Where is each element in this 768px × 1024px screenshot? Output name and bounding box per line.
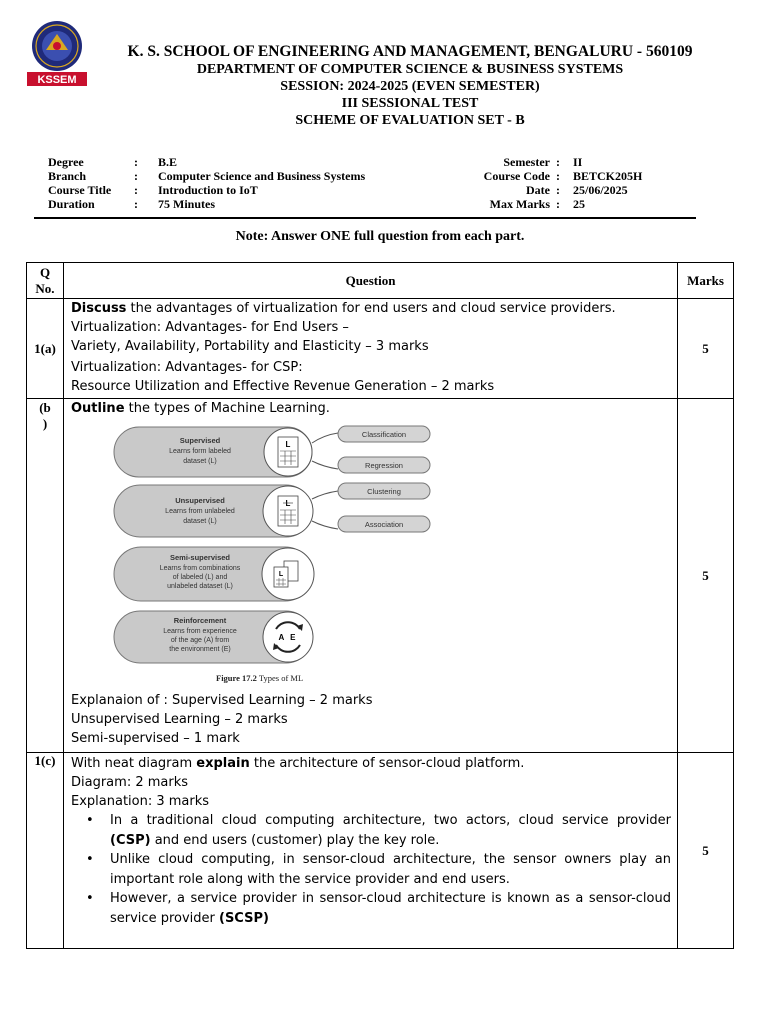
column-header-question: Question <box>64 263 678 299</box>
svg-text:of the age (A) from: of the age (A) from <box>170 637 230 644</box>
info-label: Course Code : <box>483 169 560 183</box>
info-label: Date : <box>526 183 560 197</box>
svg-text:Classification: Classification <box>361 430 407 439</box>
scheme-line: Variety, Availability, Portability and Elasticity – 3 marks <box>71 339 429 354</box>
scheme-line: Diagram: 2 marks <box>71 775 189 790</box>
info-value: 25 <box>573 197 585 211</box>
question-number: 1(a) <box>27 299 64 399</box>
svg-text:A E: A E <box>278 633 298 642</box>
svg-text:L: L <box>285 499 291 508</box>
column-header-marks: Marks <box>678 263 734 299</box>
svg-text:Learns from experience: Learns from experience <box>163 628 237 635</box>
bullet-icon: • <box>86 813 94 828</box>
svg-text:Regression: Regression <box>365 461 403 470</box>
svg-text:Figure 17.2 Types of ML: Figure 17.2 Types of ML <box>216 673 304 683</box>
scheme-line: Explanaion of : Supervised Learning – 2 marks <box>71 693 373 708</box>
info-label: Semester : <box>503 155 560 169</box>
question-text: Outline the types of Machine Learning. <box>71 401 330 416</box>
marks-value: 5 <box>678 753 734 949</box>
scheme-line: Semi-supervised – 1 mark <box>71 731 240 746</box>
info-colon: : <box>134 155 138 169</box>
department-name: DEPARTMENT OF COMPUTER SCIENCE & BUSINESS SYSTEMS <box>196 62 624 77</box>
info-label: Duration <box>48 197 95 211</box>
svg-text:KSSEM: KSSEM <box>37 74 77 86</box>
svg-text:Clustering: Clustering <box>367 487 401 496</box>
svg-text:unlabeled dataset (L): unlabeled dataset (L) <box>167 583 233 590</box>
info-label: Branch <box>48 169 87 183</box>
marks-value: 5 <box>678 399 734 753</box>
info-value: 25/06/2025 <box>573 183 628 197</box>
scheme-line: Resource Utilization and Effective Revenue Generation – 2 marks <box>71 379 495 394</box>
bullet-item: • However, a service provider in sensor-cloud architecture is known as a sensor-cloud service provider (SCSP) <box>86 891 671 926</box>
bullet-item: • Unlike cloud computing, in sensor-cloud architecture, the sensor owners play an important role along with the service provider and end users. <box>86 852 671 887</box>
bullet-icon: • <box>86 891 94 906</box>
svg-text:Association: Association <box>364 520 404 529</box>
question-number: 1(c) <box>27 753 64 949</box>
scheme-line: Virtualization: Advantages- for End Users – <box>71 320 349 335</box>
question-cell <box>64 299 678 399</box>
table-row <box>27 753 734 949</box>
svg-text:Reinforcement: Reinforcement <box>173 616 227 625</box>
kssem-logo <box>26 20 88 88</box>
svg-text:dataset (L): dataset (L) <box>183 458 217 465</box>
table-row <box>27 299 734 399</box>
svg-text:Supervised: Supervised <box>179 436 221 445</box>
info-colon: : <box>134 197 138 211</box>
svg-text:dataset (L): dataset (L) <box>183 518 217 525</box>
bullet-item: • In a traditional cloud computing architecture, two actors, cloud service provider (CSP) and end users (customer) play the key role. <box>86 813 671 848</box>
info-label: Degree <box>48 155 84 169</box>
svg-text:L: L <box>285 440 291 449</box>
test-name: III SESSIONAL TEST <box>341 96 479 111</box>
svg-text:the environment (E): the environment (E) <box>169 646 231 653</box>
svg-text:Learns form labeled: Learns form labeled <box>169 448 231 455</box>
svg-text:L: L <box>278 571 284 578</box>
question-number: (b ) <box>27 399 64 753</box>
question-cell <box>64 399 678 753</box>
table-header-row <box>27 263 734 299</box>
info-value: BETCK205H <box>573 169 643 183</box>
question-text: With neat diagram explain the architecture of sensor-cloud platform. <box>71 756 525 771</box>
question-cell <box>64 753 678 949</box>
scheme-line: Unsupervised Learning – 2 marks <box>71 712 288 727</box>
question-text: Discuss the advantages of virtualization for end users and cloud service providers. <box>71 301 616 316</box>
svg-text:Semi-supervised: Semi-supervised <box>169 553 231 562</box>
info-colon: : <box>134 169 138 183</box>
column-header-qno: Q No. <box>27 263 64 299</box>
question-table <box>26 262 734 949</box>
scheme-title: SCHEME OF EVALUATION SET - B <box>295 113 525 128</box>
info-value: Introduction to IoT <box>158 183 258 197</box>
table-row <box>27 399 734 753</box>
svg-text:Learns from combinations: Learns from combinations <box>159 565 241 572</box>
institute-name: K. S. SCHOOL OF ENGINEERING AND MANAGEMENT, BENGALURU - 560109 <box>127 43 693 60</box>
info-value: Computer Science and Business Systems <box>158 169 366 183</box>
scheme-line: Explanation: 3 marks <box>71 794 210 809</box>
info-value: 75 Minutes <box>158 197 215 211</box>
header-divider <box>34 217 696 219</box>
info-value: II <box>573 155 583 169</box>
svg-text:Learns from unlabeled: Learns from unlabeled <box>165 508 235 515</box>
info-label: Max Marks : <box>489 197 560 211</box>
marks-value: 5 <box>678 299 734 399</box>
info-label: Course Title <box>48 183 112 197</box>
scheme-line: Virtualization: Advantages- for CSP: <box>71 360 303 375</box>
bullet-icon: • <box>86 852 94 867</box>
ml-types-figure <box>112 423 526 685</box>
info-value: B.E <box>158 155 178 169</box>
svg-text:of labeled (L) and: of labeled (L) and <box>172 574 228 581</box>
info-colon: : <box>134 183 138 197</box>
session: SESSION: 2024-2025 (EVEN SEMESTER) <box>280 79 540 94</box>
svg-text:Unsupervised: Unsupervised <box>175 496 225 505</box>
exam-note: Note: Answer ONE full question from each part. <box>235 229 525 244</box>
